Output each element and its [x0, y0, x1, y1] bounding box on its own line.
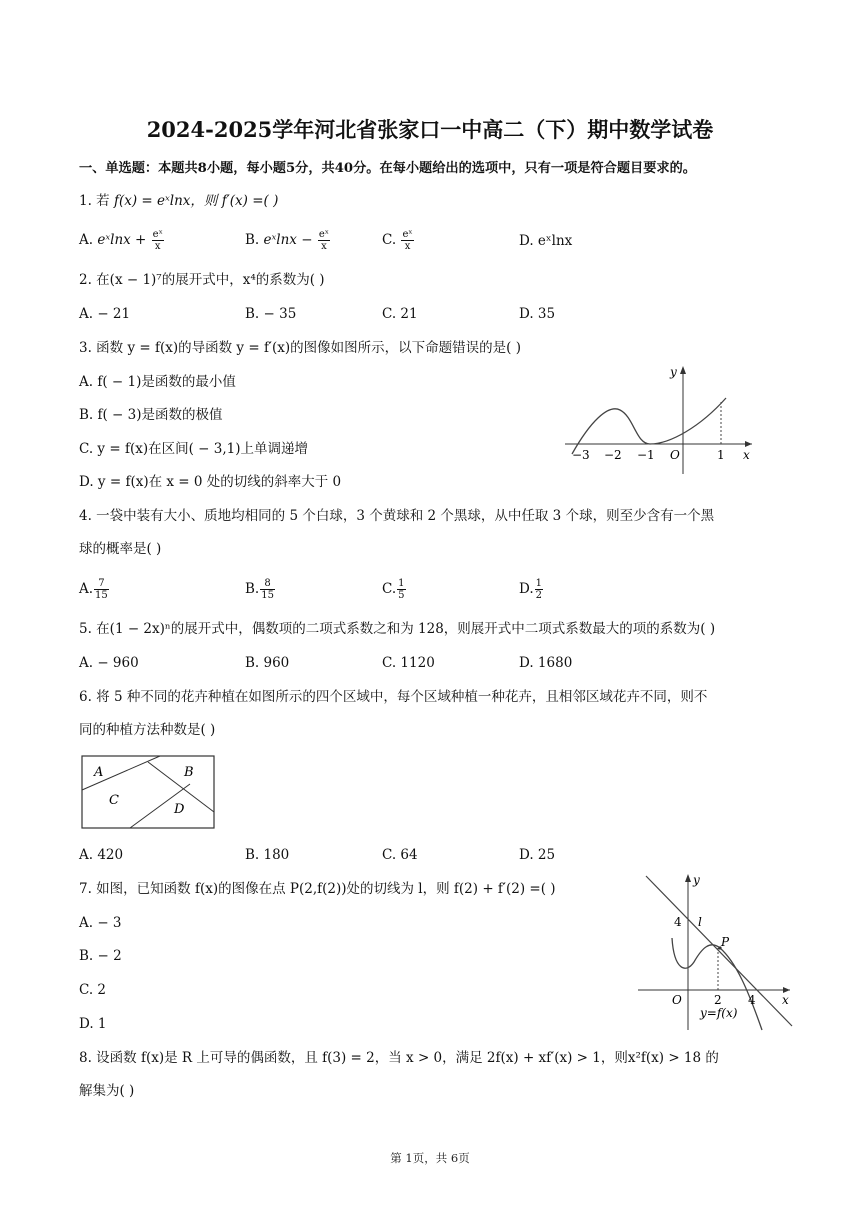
q7-stem: 7. 如图，已知函数 f(x)的图像在点 P(2,f(2))处的切线为 l，则 f(2) + f′(2) =( ) [79, 881, 556, 897]
q1-stem: 1. 若 f(x) = eˣlnx，则 f′(x) =( ) [79, 193, 279, 209]
q3-stem: 3. 函数 y = f(x)的导函数 y = f′(x)的图像如图所示，以下命题错误的是( ) [79, 340, 521, 356]
q1-option-b: B. eˣlnx − $\frac{\text{eˣ}}{x}$ [245, 229, 329, 252]
x-axis-arrow [745, 441, 752, 447]
x-label: x [782, 993, 789, 1007]
point-p-label: P [721, 935, 730, 949]
y-intercept-4: 4 [674, 915, 682, 929]
q2-option-c: C. 21 [382, 306, 418, 322]
x-tick-2: 2 [714, 993, 722, 1007]
q7-option-b: B. − 2 [79, 948, 122, 964]
q7-option-a: A. − 3 [79, 915, 122, 931]
region-b-label: B [184, 765, 194, 780]
q4-option-b: B. $\frac{8}{15}$ [245, 578, 274, 601]
q5-option-d: D. 1680 [519, 655, 573, 671]
y-axis-arrow [685, 874, 691, 882]
region-a-label: A [94, 765, 104, 780]
origin-label: O [670, 448, 680, 462]
q3-option-a: A. f( − 1)是函数的最小值 [79, 374, 236, 390]
x-label: x [743, 448, 750, 462]
y-label: y [670, 365, 677, 379]
q1-c-fraction: $\frac{\text{eˣ}}{x}$ [402, 229, 413, 252]
derivative-curve [572, 398, 726, 454]
q2-stem: 2. 在(x − 1)⁷的展开式中，x⁴的系数为( ) [79, 272, 325, 288]
q4-option-c: C. $\frac{1}{5}$ [382, 578, 405, 601]
section-heading: 一、单选题：本题共8小题，每小题5分，共40分。在每小题给出的选项中，只有一项是符合题目要求的。 [79, 161, 696, 176]
page-title: 2024-2025学年河北省张家口一中高二（下）期中数学试卷 [146, 117, 714, 142]
q1-b-fraction: $\frac{\text{eˣ}}{x}$ [318, 229, 329, 252]
q6-option-c: C. 64 [382, 847, 418, 863]
tangent-label-l: l [698, 915, 702, 929]
q4-stem-line1: 4. 一袋中装有大小、质地均相同的 5 个白球，3 个黄球和 2 个黑球，从中任取 3 个球，则至少含有一个黑 [79, 508, 715, 524]
tick-neg2: −2 [604, 448, 622, 462]
q4-option-a: A. $\frac{7}{15}$ [79, 578, 108, 601]
q6-option-b: B. 180 [245, 847, 290, 863]
q2-option-d: D. 35 [519, 306, 556, 322]
q3-derivative-graph [560, 362, 760, 480]
q6-stem-line1: 6. 将 5 种不同的花卉种植在如图所示的四个区域中，每个区域种植一种花卉，且相邻区域花卉不同，则不 [79, 689, 708, 705]
tick-neg3: −3 [572, 448, 590, 462]
q5-option-a: A. − 960 [79, 655, 139, 671]
q3-option-d: D. y = f(x)在 x = 0 处的切线的斜率大于 0 [79, 474, 342, 490]
q4-option-d: D. $\frac{1}{2}$ [519, 578, 543, 601]
q6-option-d: D. 25 [519, 847, 556, 863]
q5-stem: 5. 在(1 − 2x)ⁿ的展开式中，偶数项的二项式系数之和为 128，则展开式中二项式系数最大的项的系数为( ) [79, 621, 716, 637]
q4-stem-line2: 球的概率是( ) [79, 541, 162, 557]
q6-stem-line2: 同的种植方法种数是( ) [79, 722, 216, 738]
q1-option-d: D. eˣlnx [519, 233, 573, 249]
page-footer: 第 1页，共 6页 [390, 1151, 470, 1165]
q3-option-c: C. y = f(x)在区间( − 3,1)上单调递增 [79, 441, 308, 457]
q6-option-a: A. 420 [79, 847, 124, 863]
region-c-label: C [109, 793, 119, 808]
y-axis-arrow [680, 366, 686, 374]
q7-option-d: D. 1 [79, 1016, 107, 1032]
y-label: y [693, 873, 700, 887]
region-d-label: D [174, 802, 185, 817]
q5-option-b: B. 960 [245, 655, 290, 671]
q5-option-c: C. 1120 [382, 655, 435, 671]
origin-label: O [672, 993, 682, 1007]
q2-option-a: A. − 21 [79, 306, 131, 322]
q2-option-b: B. − 35 [245, 306, 297, 322]
q6-region-diagram [80, 754, 218, 830]
q3-option-b: B. f( − 3)是函数的极值 [79, 407, 223, 423]
x-intercept-4: 4 [748, 993, 756, 1007]
curve-label: y=f(x) [700, 1006, 738, 1020]
q8-stem-line1: 8. 设函数 f(x)是 R 上可导的偶函数，且 f(3) = 2，当 x > 0，满足 2f(x) + xf′(x) > 1，则x²f(x) > 18 的 [79, 1050, 719, 1066]
q8-stem-line2: 解集为( ) [79, 1083, 135, 1099]
tick-neg1: −1 [637, 448, 655, 462]
tick-1: 1 [717, 448, 725, 462]
q1-a-fraction: $\frac{\text{eˣ}}{x}$ [152, 229, 163, 252]
q7-option-c: C. 2 [79, 982, 107, 998]
q7-tangent-graph [636, 870, 796, 1036]
q1-option-a: A. eˣlnx + $\frac{\text{eˣ}}{x}$ [79, 229, 163, 252]
q1-option-c: C. $\frac{\text{eˣ}}{x}$ [382, 229, 413, 252]
